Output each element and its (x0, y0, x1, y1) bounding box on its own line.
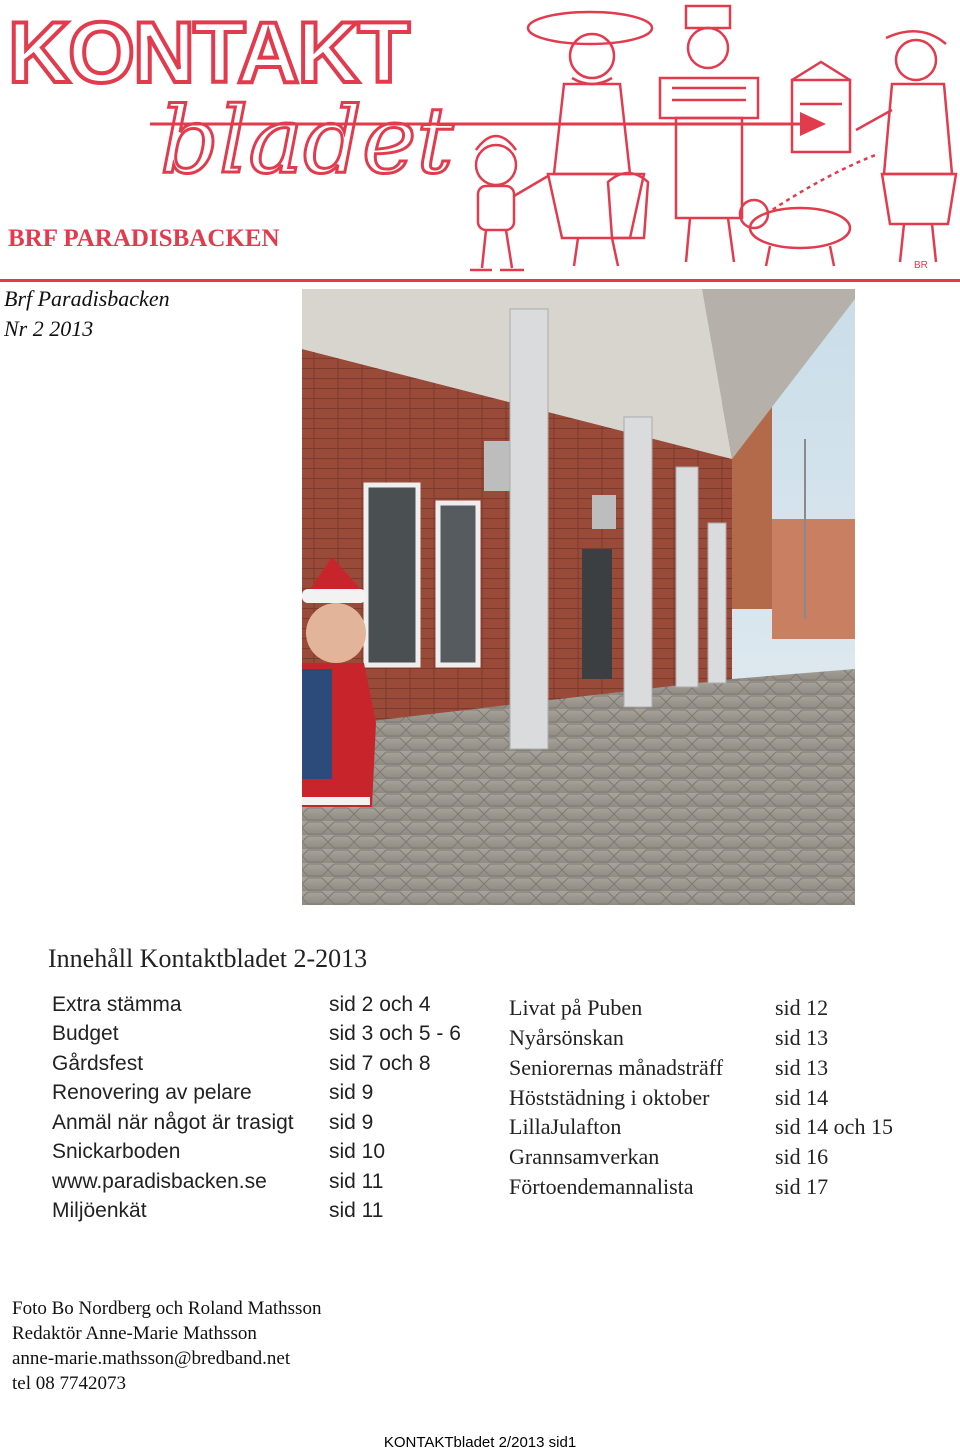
org-name: BRF PARADISBACKEN (8, 225, 280, 252)
toc-item-page: sid 11 (329, 1170, 384, 1193)
toc-item-page: sid 11 (329, 1199, 384, 1222)
editor-credit: Redaktör Anne-Marie Mathsson (12, 1323, 257, 1344)
toc-item-title: LillaJulafton (509, 1114, 622, 1139)
issue-name: Brf Paradisbacken (4, 286, 170, 311)
editor-email: anne-marie.mathsson@bredband.net (12, 1348, 291, 1369)
masthead-rule (0, 279, 960, 282)
toc-item-title: Livat på Puben (509, 995, 643, 1020)
toc-item-page: sid 10 (329, 1140, 386, 1163)
toc-item-page: sid 14 och 15 (775, 1114, 893, 1139)
page-footer: KONTAKTbladet 2/2013 sid1 (383, 1434, 577, 1451)
toc-item-title: www.paradisbacken.se (52, 1170, 267, 1193)
toc-heading: Innehåll Kontaktbladet 2-2013 (48, 944, 368, 973)
masthead-illustration (0, 0, 960, 282)
toc-item-page: sid 17 (775, 1174, 829, 1199)
toc-item-page: sid 12 (775, 995, 829, 1020)
toc-item-page: sid 7 och 8 (329, 1052, 431, 1075)
toc-item-title: Grannsamverkan (509, 1144, 660, 1169)
toc-item-title: Extra stämma (52, 993, 182, 1016)
child-figure (470, 136, 548, 270)
toc-item-page: sid 14 (775, 1085, 829, 1110)
toc-item-title: Anmäl när något är trasigt (52, 1111, 294, 1134)
cover-photo (302, 289, 855, 905)
toc-item-page: sid 16 (775, 1144, 829, 1169)
toc-item-title: Budget (52, 1022, 119, 1045)
photo-credit: Foto Bo Nordberg och Roland Mathsson (12, 1298, 322, 1319)
toc-item-page: sid 2 och 4 (329, 993, 431, 1016)
artist-signature: BR (914, 260, 928, 271)
toc-item-title: Renovering av pelare (52, 1081, 252, 1104)
toc-item-page: sid 9 (329, 1111, 374, 1134)
toc-item-page: sid 9 (329, 1081, 374, 1104)
mailbox-icon (792, 62, 850, 152)
lady-figure (528, 12, 652, 266)
issue-number: Nr 2 2013 (4, 316, 94, 341)
dog-figure (740, 154, 878, 266)
logo-script: bladet (160, 87, 454, 194)
toc-item-title: Förtoendemannalista (509, 1174, 694, 1199)
toc-item-title: Höststädning i oktober (509, 1085, 710, 1110)
toc-item-title: Miljöenkät (52, 1199, 147, 1222)
santa-person (302, 557, 376, 807)
toc-item-title: Nyårsönskan (509, 1025, 624, 1050)
toc-item-page: sid 13 (775, 1055, 829, 1080)
logo-word: KONTAKT (8, 5, 409, 101)
toc-item-page: sid 3 och 5 - 6 (329, 1022, 461, 1045)
toc-item-title: Snickarboden (52, 1140, 181, 1163)
masthead (0, 0, 960, 282)
toc-item-title: Gårdsfest (52, 1052, 144, 1075)
toc-item-title: Seniorernas månadsträff (509, 1055, 724, 1080)
woman-figure (856, 31, 956, 262)
editor-phone: tel 08 7742073 (12, 1373, 126, 1394)
cartoon-figures (470, 6, 956, 270)
toc-item-page: sid 13 (775, 1025, 829, 1050)
